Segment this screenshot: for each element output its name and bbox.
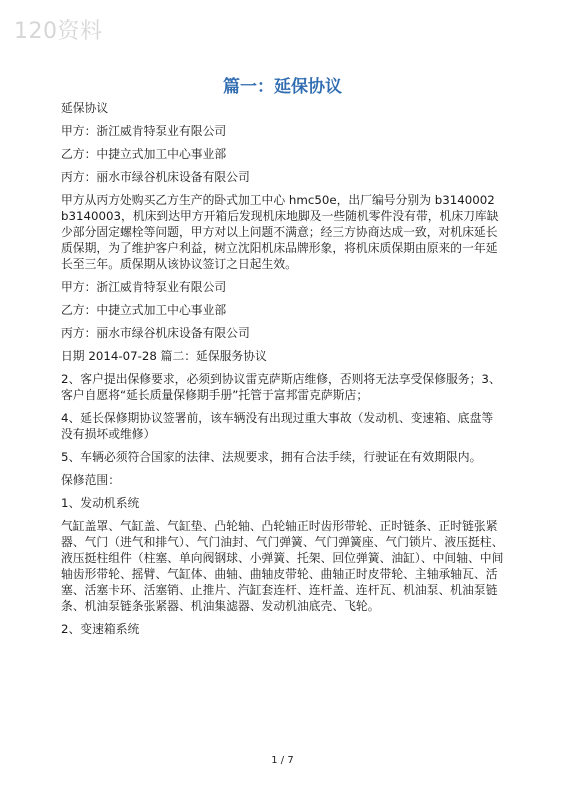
clause-5: 5、车辆必须符合国家的法律、法规要求，拥有合法手续，行驶证在有效期限内。 xyxy=(61,450,482,464)
gearbox-system-heading: 2、变速箱系统 xyxy=(61,622,140,636)
engine-parts-list: 气缸盖罩、气缸盖、气缸垫、凸轮轴、凸轮轴正时齿形带轮、正时链条、正时链张紧器、气门（进气和排气）、气门油封、气门弹簧、气门弹簧座、气门锁片、液压挺柱、液压挺柱组件（柱塞、单向阀钢球、小弹簧、托架、回位弹簧、油缸）、中间轴、中间轴齿形带轮、摇臂、气缸体、曲轴、曲轴皮带轮、曲轴正时皮带轮、主轴承轴瓦、活塞、活塞卡环、活塞销、止推片、汽缸套连杆、连杆盖、连杆瓦、机油泵、机油泵链条、机油泵链条张紧器、机油集滤器、发动机油底壳、飞轮。 xyxy=(61,519,504,613)
clause-2: 2、客户提出保修要求，必须到协议雷克萨斯店维修，否则将无法享受保修服务；3、客户自愿将“延长质量保修期手册”托管于富邦雷克萨斯店； xyxy=(61,372,501,402)
scope-heading: 保修范围： xyxy=(61,473,120,487)
signature-party-a: 甲方：浙江威肯特泵业有限公司 xyxy=(61,280,227,294)
clause-4: 4、延长保修期协议签署前，该车辆没有出现过重大事故（发动机、变速箱、底盘等没有损坏或维修） xyxy=(61,411,494,441)
party-c: 丙方：丽水市绿谷机床设备有限公司 xyxy=(61,170,250,184)
party-b: 乙方：中捷立式加工中心事业部 xyxy=(61,147,227,161)
watermark: 120资料 xyxy=(14,19,103,44)
party-a: 甲方：浙江威肯特泵业有限公司 xyxy=(61,124,227,138)
signature-party-c: 丙方：丽水市绿谷机床设备有限公司 xyxy=(61,326,250,340)
page-number: 1 / 7 xyxy=(271,755,294,766)
document-title: 篇一：延保协议 xyxy=(223,77,342,97)
document-body xyxy=(61,100,504,644)
agreement-body: 甲方从丙方处购买乙方生产的卧式加工中心 hmc50e，出厂编号分别为 b3140002 b3140003，机床到达甲方开箱后发现机床地脚及一些随机零件没有带，机床刀库缺少部分固定螺栓等问题，甲方对以上问题不满意；经三方协商达成一致，对机床延长质保期，为了维护客户利益，树立沈阳机床品牌形象，将机床质保期由原来的一年延长至三年。质保期从该协议签订之日起生效。 xyxy=(61,193,499,271)
date-line: 日期 2014-07-28 篇二：延保服务协议 xyxy=(61,349,267,363)
engine-system-heading: 1、发动机系统 xyxy=(61,496,140,510)
paragraph-heading: 延保协议 xyxy=(61,101,109,115)
signature-party-b: 乙方：中捷立式加工中心事业部 xyxy=(61,303,227,317)
